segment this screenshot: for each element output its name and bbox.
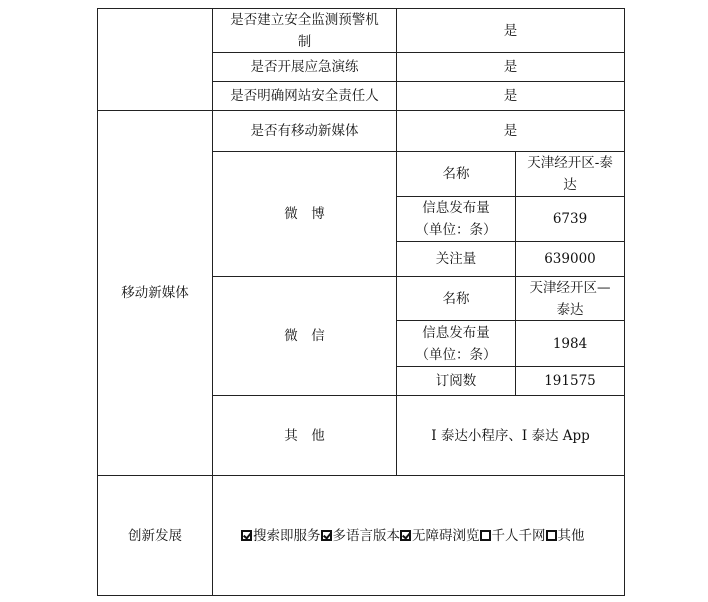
innovation-section-label: 创新发展 [97,475,213,596]
other-label: 其 他 [212,395,397,476]
has-mobile-value: 是 [396,110,625,152]
weibo-posts-value: 6739 [515,196,625,242]
weibo-posts-label: 信息发布量（单位：条） [396,196,516,242]
option-other[interactable]: 其他 [546,525,585,547]
responsible-label: 是否明确网站安全责任人 [212,81,397,111]
checkbox-checked-icon[interactable] [400,530,411,541]
mobile-section-label: 移动新媒体 [97,110,213,476]
wechat-subs-value: 191575 [515,366,625,396]
weibo-follow-value: 639000 [515,241,625,277]
weibo-label: 微 博 [212,151,397,277]
wechat-posts-value: 1984 [515,320,625,367]
checkbox-unchecked-icon[interactable] [546,530,557,541]
wechat-posts-label: 信息发布量（单位：条） [396,320,516,367]
weibo-follow-label: 关注量 [396,241,516,277]
wechat-name-label: 名称 [396,276,516,321]
drill-value: 是 [396,52,625,82]
responsible-value: 是 [396,81,625,111]
option-accessibility[interactable]: 无障碍浏览 [400,525,480,547]
wechat-subs-label: 订阅数 [396,366,516,396]
innovation-options [212,475,625,596]
option-search-as-service[interactable]: 搜索即服务 [241,525,321,547]
monitoring-label: 是否建立安全监测预警机制 [212,8,397,53]
innovation-option-list [241,525,585,547]
empty-left-cell [97,8,213,111]
other-value: I 泰达小程序、I 泰达 App [396,395,625,476]
has-mobile-label: 是否有移动新媒体 [212,110,397,152]
option-multilingual[interactable]: 多语言版本 [321,525,401,547]
wechat-label: 微 信 [212,276,397,396]
weibo-name-value: 天津经开区-泰达 [515,151,625,197]
wechat-name-value: 天津经开区—泰达 [515,276,625,321]
checkbox-unchecked-icon[interactable] [480,530,491,541]
weibo-name-label: 名称 [396,151,516,197]
checkbox-checked-icon[interactable] [321,530,332,541]
option-personalized[interactable]: 千人千网 [480,525,546,547]
checkbox-checked-icon[interactable] [241,530,252,541]
drill-label: 是否开展应急演练 [212,52,397,82]
monitoring-value: 是 [396,8,625,53]
